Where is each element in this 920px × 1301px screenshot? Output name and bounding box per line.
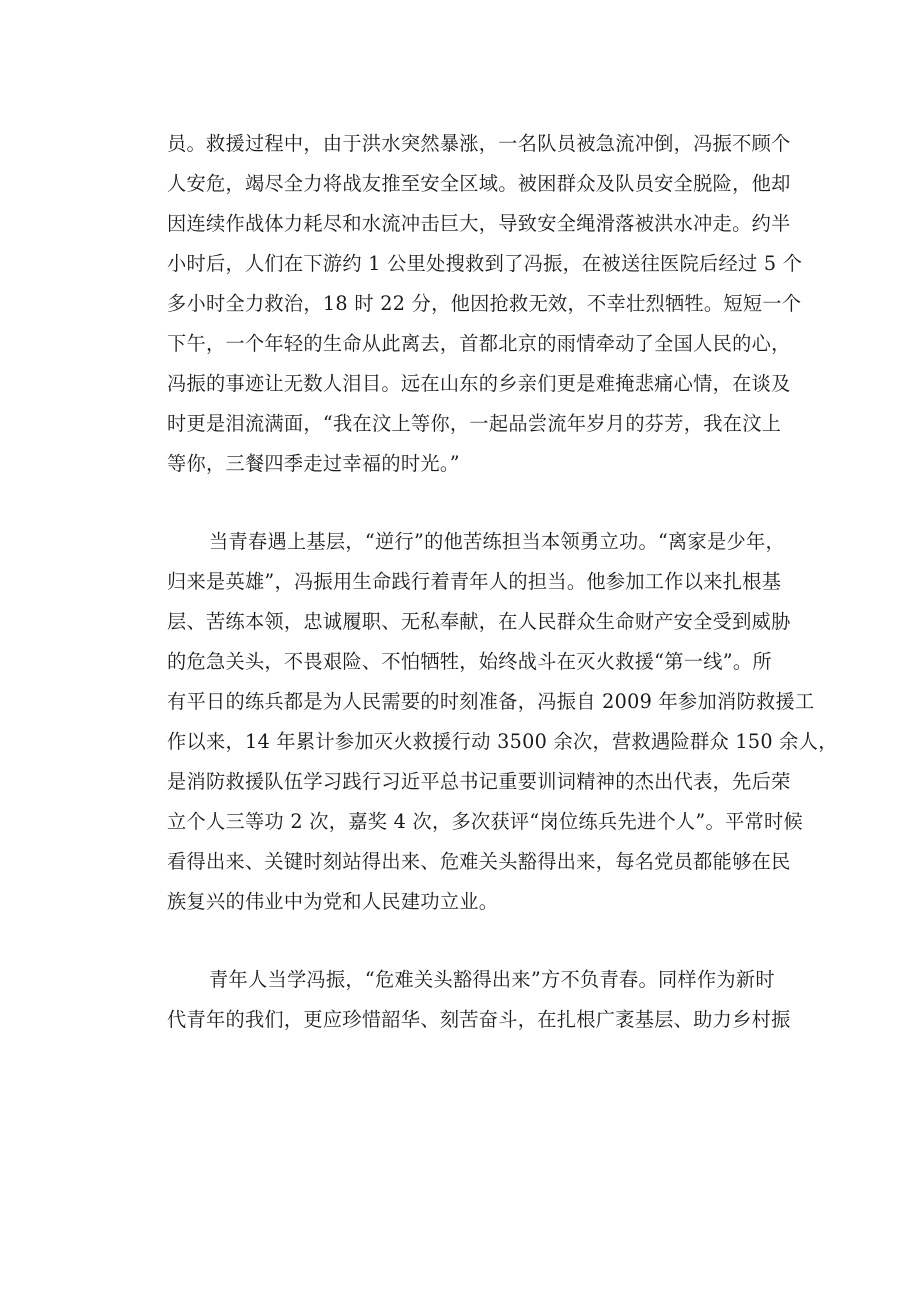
text-line: 小时后，人们在下游约 1 公里处搜救到了冯振，在被送往医院后经过 5 个 [167, 252, 803, 275]
text-line [167, 522, 797, 562]
document-body [167, 124, 838, 1040]
text-line: 是消防救援队伍学习践行习近平总书记重要训词精神的杰出代表，先后荣 [167, 770, 791, 793]
text-line: 员。救援过程中，由于洪水突然暴涨，一名队员被急流冲倒，冯振不顾个 [167, 132, 791, 155]
text-line: 代青年的我们，更应珍惜韶华、刻苦奋斗，在扎根广袤基层、助力乡村振 [167, 1008, 791, 1031]
text-line-content: 青年人当学冯振，“危难关头豁得出来”方不负青春。同样作为新时 [209, 968, 775, 991]
text-line: 人安危，竭尽全力将战友推至安全区域。被困群众及队员安全脱险，他却 [167, 172, 791, 195]
text-line: 下午，一个年轻的生命从此离去，首都北京的雨情牵动了全国人民的心， [167, 332, 791, 355]
text-line: 多小时全力救治，18 时 22 分，他因抢救无效，不幸壮烈牺牲。短短一个 [167, 292, 802, 315]
text-line: 作以来，14 年累计参加灭火救援行动 3500 余次，营救遇险群众 150 余人， [167, 730, 838, 753]
paragraph-gap [167, 922, 797, 960]
text-line: 立个人三等功 2 次，嘉奖 4 次，多次获评“岗位练兵先进个人”。平常时候 [167, 810, 803, 833]
text-line: 有平日的练兵都是为人民需要的时刻准备，冯振自 2009 年参加消防救援工 [167, 690, 815, 713]
text-line: 族复兴的伟业中为党和人民建功立业。 [167, 890, 499, 913]
text-line: 的危急关头，不畏艰险、不怕牺牲，始终战斗在灭火救援“第一线”。所 [167, 650, 772, 673]
paragraph [167, 522, 838, 922]
paragraph [167, 960, 797, 1040]
text-line: 层、苦练本领，忠诚履职、无私奉献，在人民群众生命财产安全受到威胁 [167, 610, 791, 633]
text-line: 归来是英雄”，冯振用生命践行着青年人的担当。他参加工作以来扎根基 [167, 570, 782, 593]
paragraph [167, 124, 803, 484]
text-line: 看得出来、关键时刻站得出来、危难关头豁得出来，每名党员都能够在民 [167, 850, 791, 873]
text-line [167, 960, 797, 1000]
text-line: 冯振的事迹让无数人泪目。远在山东的乡亲们更是难掩悲痛心情，在谈及 [167, 372, 791, 395]
text-line-content: 当青春遇上基层，“逆行”的他苦练担当本领勇立功。“离家是少年， [209, 530, 785, 553]
text-line: 等你，三餐四季走过幸福的时光。” [167, 452, 460, 475]
text-line: 时更是泪流满面，“我在汶上等你，一起品尝流年岁月的芬芳，我在汶上 [167, 412, 782, 435]
text-line: 因连续作战体力耗尽和水流冲击巨大，导致安全绳滑落被洪水冲走。约半 [167, 212, 791, 235]
paragraph-gap [167, 484, 797, 522]
